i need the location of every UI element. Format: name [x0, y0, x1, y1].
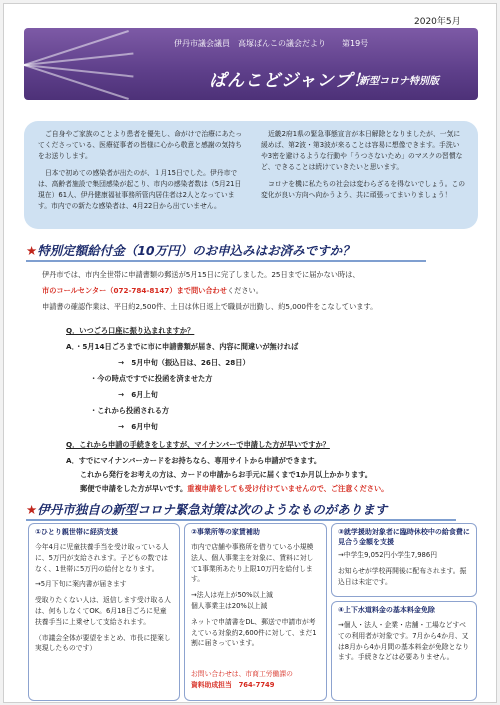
text-line: 伊丹市では、市内全世帯に申請書類の郵送が5月15日に完了しました。25日までに届かない時は、 — [42, 270, 360, 279]
support-box-rent — [184, 523, 327, 701]
intro-paragraph: コロナを機に私たちの社会は変わらざるを得ないでしょう。この変化が良い方向へ向かうよう、共に頑張ってまいりましょう！ — [261, 180, 466, 199]
answer-line: → 6月上旬 — [118, 390, 158, 399]
answer-line: A．すでにマイナンバーカードをお持ちなら、専用サイトから申請ができます。 — [66, 456, 322, 465]
banner-subtitle-line: 伊丹市議会議員 高塚ぱんこの議会だより 第19号 — [174, 39, 369, 48]
question-1: Q．いつごろ口座に振り込まれますか？ — [66, 326, 195, 335]
section-title-measures: ★伊丹市独自の新型コロナ緊急対策は次のようなものがあります — [26, 502, 388, 517]
box-title: ③就学援助対象者に臨時休校中の給食費に見合う金額を支援 — [338, 528, 470, 546]
answer-line: ・これから投函される方 — [90, 406, 170, 415]
newsletter-title: ぱんこどジャンプ！ — [209, 71, 371, 91]
support-box-water-fee — [331, 601, 477, 701]
box-title: ①ひとり親世帯に経済支援 — [35, 528, 118, 536]
intro-panel — [24, 121, 478, 229]
call-center-line: 市のコールセンター（072-784-8147）まで問い合わせください。 — [42, 286, 263, 295]
intro-paragraph: 近畿2府1県の緊急事態宣言が本日解除となりましたが、一気に緩めば、第2波・第3波が来ることは容易に想像できます。手洗いや3密を避けるような行動や「うつさないため」のマスクの習慣など、できることは続けていきたいと思います。 — [261, 130, 463, 171]
banner-ray — [24, 30, 129, 66]
box-body: →中学生9,052円小学生7,986円 お知らせが学校再開後に配布されます。振込日は未定です。 — [338, 551, 467, 586]
divider — [26, 260, 426, 262]
support-box-school-lunch — [331, 523, 477, 597]
section-title-benefit: ★特別定額給付金（10万円）のお申込みはお済みですか？ — [26, 243, 355, 258]
answer-line: → 5月中旬（振込日は、26日、28日） — [118, 358, 250, 367]
newsletter-page — [3, 3, 497, 703]
intro-right-column — [261, 129, 466, 207]
star-icon: ★ — [26, 502, 38, 517]
divider — [26, 519, 456, 521]
contact-info: お問い合わせは、市商工労働課の 資料助成担当 764-7749 — [191, 670, 293, 689]
answer-line: → 6月中旬 — [118, 422, 158, 431]
question-2: Q．これから申請の手続きをしますが、マイナンバーで申請した方が早いですか？ — [66, 440, 330, 449]
text-line: 申請書の確認作業は、平日約2,500件、土日は休日返上で職員が出勤し、約5,000件をこなしています。 — [42, 302, 378, 311]
answer-line: ・今の時点ですでに投函を済ませた方 — [90, 374, 213, 383]
box-body: 市内で店舗や事務所を借りている小規模法人、個人事業主を対象に、賃料に対して1事業所あたり上限10万円を給付します。 →法人は売上が50%以上減 個人事業主は20%以上減 ネットで申請書をDL、郵送で申請市が考えている対象約2,600件に対して、まだ1割に届きっています。 — [191, 543, 317, 648]
issue-date: 2020年5月 — [414, 17, 461, 27]
intro-paragraph: ご自身やご家族のことより患者を優先し、命がけで治療にあたってくださっている、医療従事者の皆様に心から敬意と感謝の気持ちをお送りします。 — [38, 130, 243, 160]
support-box-single-parent — [28, 523, 180, 701]
intro-paragraph: 日本で初めての感染者が出たのが、１月15日でした。伊丹市では、高齢者施設で集団感染が起こり、市内の感染者数は（5月21日現在）61人、伊丹健康福祉事務所管内居住者は2人となっています。市内での新たな感染者は、4月22日から出ていません。 — [38, 169, 242, 210]
box-body: 今年4月に児童扶養手当を受け取っている人に、5万円が支給されます。子どもの数ではなく、1世帯に5万円の給付となります。 →5月下旬に案内書が届きます 受取りたくない人は、返信します受け取る人は、何もしなくてOK。6月18日ごろに児童扶養手当に上乗せして支給されます。 （市議会全体が要望をまとめ、市長に提案し実現したものです） — [35, 543, 171, 653]
special-edition-label: 新型コロナ特別版 — [359, 76, 439, 87]
answer-line: 郵便で申請をした方が早いです。重複申請をしても受け付けていませんので、ご注意ください。 — [80, 484, 389, 493]
answer-line: A．・5月14日ごろまでに市に申請書類が届き、内容に間違いが無ければ — [66, 342, 299, 351]
box-title: ②事業所等の家賃補助 — [191, 528, 260, 536]
star-icon: ★ — [26, 243, 38, 258]
box-title: ④上下水道料金の基本料金免除 — [338, 606, 435, 614]
answer-line: これから発行をお考えの方は、カードの申請からお手元に届くまで1か月以上かかります。 — [80, 470, 372, 479]
intro-left-column — [38, 129, 243, 218]
header-banner — [24, 28, 478, 100]
box-body: →個人・法人・企業・店舗・工場などすべての利用者が対象です。7月から4か月、又は8月から4か月間の基本料金が免除となります。手続きなどは必要ありません。 — [338, 621, 469, 662]
